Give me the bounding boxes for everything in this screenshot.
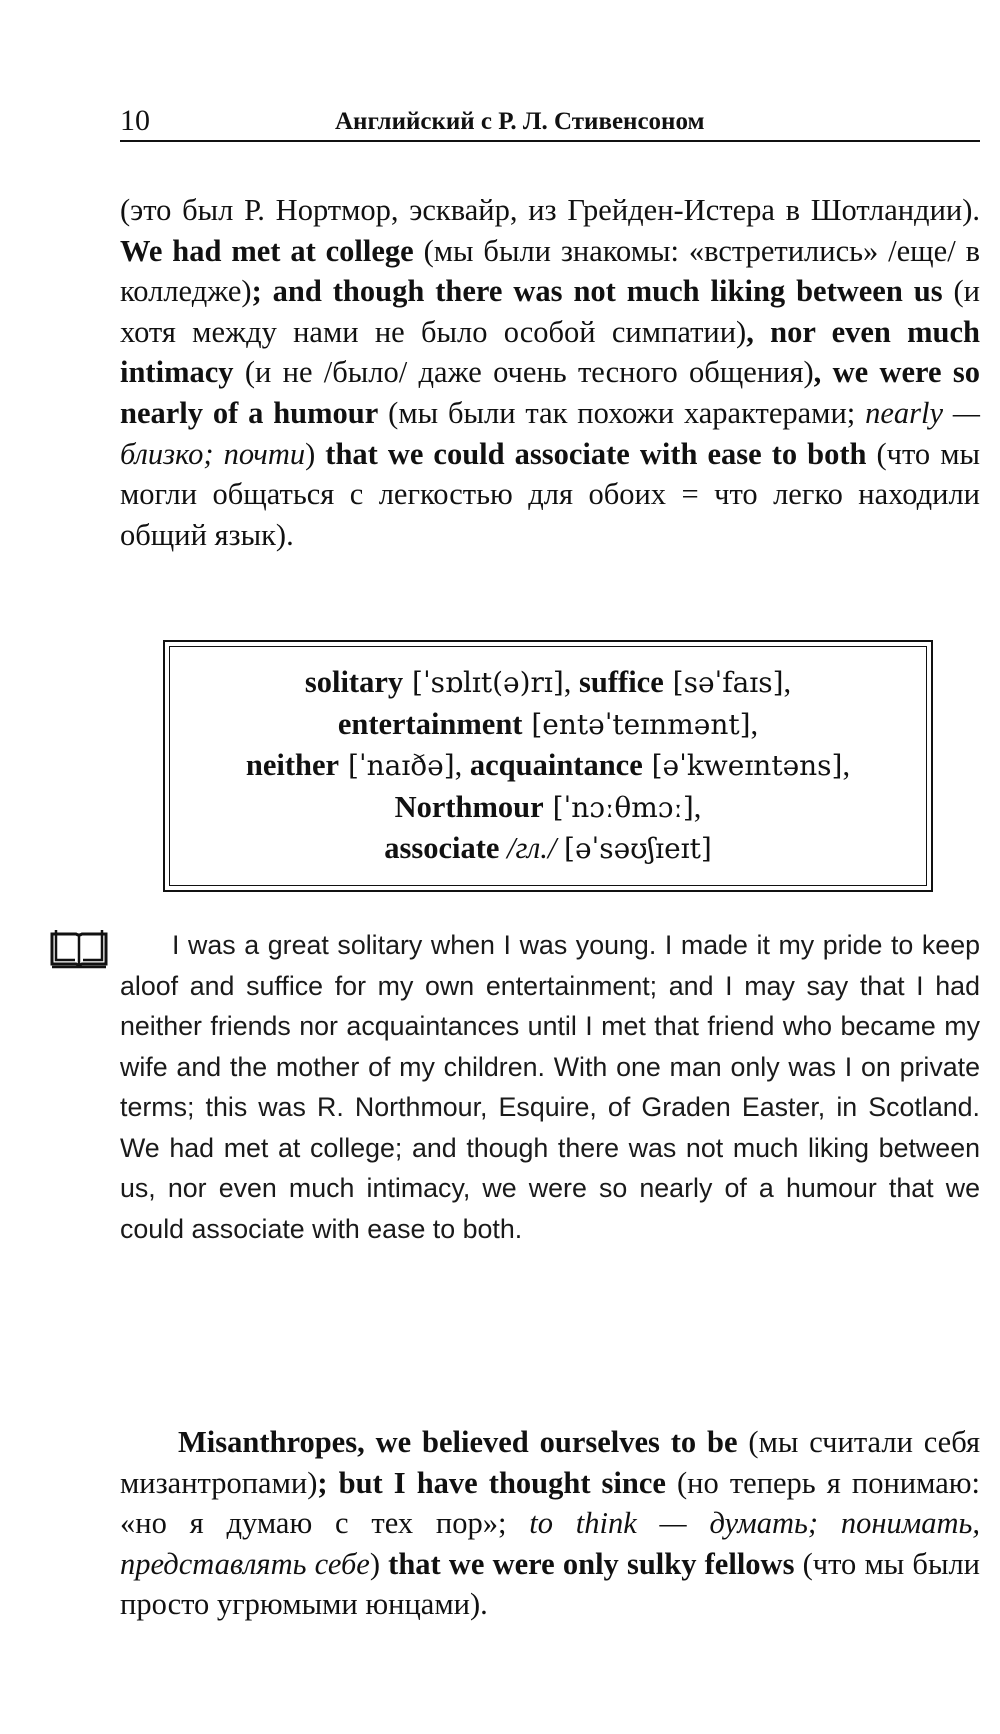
separator: , — [842, 748, 851, 783]
gloss: to think — думать; понимать, представлять себе — [120, 1506, 980, 1581]
text-segment: (что мы могли общаться с легкостью для обоих = что легко находили общий язык). — [120, 436, 980, 552]
english-phrase: Misanthropes, we believed ourselves to be — [178, 1425, 738, 1459]
vocab-line — [305, 662, 791, 704]
text-segment: (мы были так похожи характерами; — [378, 395, 866, 430]
running-title: Английский с Р. Л. Стивенсоном — [335, 108, 705, 135]
transcription: [əˈkweɪntəns] — [642, 749, 843, 783]
transcription: [ˈsɒlɪt(ə)rɪ] — [403, 666, 564, 700]
text-segment: (но теперь я понимаю: «но я думаю с тех пор»; — [120, 1465, 981, 1541]
vocab-word: neither — [245, 748, 340, 783]
english-phrase: , we were so nearly of a humour — [120, 355, 980, 430]
text-segment: (что мы были просто угрюмыми юнцами). — [120, 1546, 980, 1622]
text-segment: (и хотя между нами не было особой симпатии) — [120, 274, 980, 349]
vocab-line — [338, 704, 758, 746]
text-segment: (и не /было/ даже очень тесного общения) — [233, 355, 814, 390]
text-segment: (мы были знакомы: «встретились» /еще/ в колледже) — [120, 233, 980, 309]
vocab-word: solitary — [304, 665, 404, 700]
vocabulary-box — [163, 640, 933, 892]
english-phrase: , nor even much intimacy — [120, 314, 980, 390]
vocab-line — [395, 787, 702, 829]
vocab-line — [246, 745, 850, 787]
english-phrase: ; but I have thought since — [317, 1465, 666, 1500]
page-number: 10 — [120, 104, 150, 137]
transcription: [səˈfaɪs] — [663, 666, 784, 700]
text-segment: (это был Р. Нортмор, эсквайр, из Грейден-Истера в Шотландии). — [120, 193, 980, 227]
text-segment: ) — [305, 436, 326, 471]
separator: , — [563, 665, 580, 700]
transcription: [əˈsəʊʃɪeɪt] — [564, 832, 712, 866]
vocab-word: entertainment — [337, 706, 523, 741]
part-of-speech: /гл./ — [499, 831, 565, 866]
transcription: [entəˈteɪnmənt] — [522, 707, 751, 741]
separator: , — [750, 706, 759, 741]
open-book-icon — [50, 928, 108, 970]
page-header — [120, 100, 980, 142]
separator: , — [783, 665, 792, 700]
transcription: [ˈnaɪðə] — [339, 749, 455, 783]
vocab-word: associate — [384, 831, 500, 866]
text-segment: (мы считали себя мизантропами) — [120, 1425, 981, 1500]
text-segment: ) — [369, 1546, 389, 1581]
gloss: nearly — близко; почти — [120, 395, 980, 471]
vocab-word: suffice — [579, 665, 664, 700]
english-phrase: We had met at college — [120, 233, 414, 268]
english-phrase: ; and though there was not much liking between us — [251, 274, 943, 309]
vocab-word: Northmour — [394, 789, 544, 824]
vocab-line — [384, 828, 712, 870]
english-phrase: that we were only sulky fellows — [388, 1546, 795, 1581]
paragraph-commentary-1 — [120, 190, 980, 555]
separator: , — [454, 748, 470, 783]
transcription: [ˈnɔːθmɔː] — [543, 790, 694, 824]
original-text: I was a great solitary when I was young. I made it my pride to keep aloof and suffice for my own entertainment; and I may say that I had neither friends nor acquaintances until I met that friend who became my wife and the mother of my children. With one man only was I on private terms; this was R. Northmour, Esquire, of Graden Easter, in Scotland. We had met at college; and though there was not much liking between us, nor even much intimacy, we were so nearly of a humour that we could associate with ease to both. — [120, 930, 980, 1244]
vocab-word: acquaintance — [469, 748, 643, 783]
paragraph-commentary-2 — [120, 1422, 980, 1625]
separator: , — [693, 789, 702, 824]
english-phrase: that we could associate with ease to both — [325, 436, 867, 471]
